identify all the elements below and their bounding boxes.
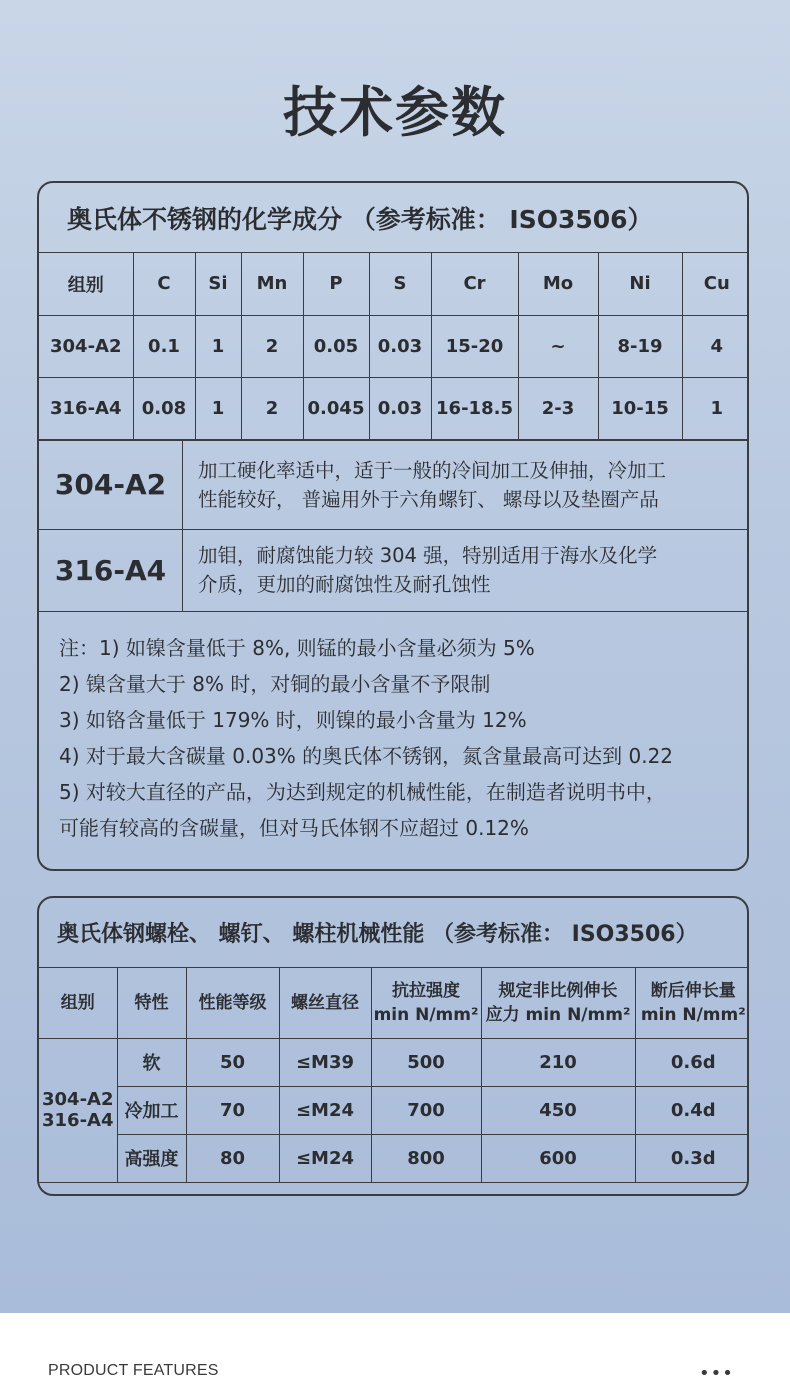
col-header	[635, 968, 749, 1038]
cell: 1	[195, 377, 241, 439]
more-dots-icon[interactable]: •••	[699, 1363, 734, 1383]
col-header: 组别	[39, 968, 117, 1038]
col-header: 特性	[117, 968, 186, 1038]
col-header: Cu	[682, 253, 749, 315]
cell: 冷加工	[117, 1086, 186, 1134]
grade-label: 304-A2	[39, 441, 183, 529]
grade-description	[183, 441, 747, 529]
page-title: 技术参数	[283, 81, 507, 144]
cell: 0.05	[303, 315, 369, 377]
col-header	[371, 968, 481, 1038]
col-header: C	[133, 253, 195, 315]
notes-section	[39, 611, 747, 846]
col-header: Si	[195, 253, 241, 315]
col-header: Cr	[431, 253, 518, 315]
header-line: min N/mm²	[640, 1004, 746, 1025]
col-header: 组别	[39, 253, 133, 315]
cell: ≤M24	[279, 1134, 371, 1182]
note-line: 3) 如铬含量低于 179% 时，则镍的最小含量为 12%	[59, 707, 527, 732]
mechanical-table	[39, 968, 749, 1183]
cell: 8-19	[598, 315, 682, 377]
cell: 450	[481, 1086, 635, 1134]
note-line: 2) 镍含量大于 8% 时，对铜的最小含量不予限制	[59, 671, 491, 696]
description-line: 加钼，耐腐蚀能力较 304 强，特别适用于海水及化学	[198, 544, 658, 567]
cell: 15-20	[431, 315, 518, 377]
header-line: 应力 min N/mm²	[485, 1004, 631, 1025]
description-line: 性能较好， 普遍用外于六角螺钉、 螺母以及垫圈产品	[198, 487, 659, 511]
cell: 210	[481, 1038, 635, 1086]
cell: 16-18.5	[431, 377, 518, 439]
cell: 0.03	[369, 315, 431, 377]
cell: 0.1	[133, 315, 195, 377]
cell: ≤M39	[279, 1038, 371, 1086]
cell: 70	[186, 1086, 279, 1134]
composition-table	[39, 253, 749, 440]
cell: 600	[481, 1134, 635, 1182]
group-cell	[39, 1038, 117, 1182]
cell: 0.045	[303, 377, 369, 439]
cell: 304-A2	[39, 315, 133, 377]
cell: 1	[682, 377, 749, 439]
cell: 2-3	[518, 377, 598, 439]
mechanical-heading: 奥氏体钢螺栓、 螺钉、 螺柱机械性能 （参考标准： ISO3506）	[39, 898, 747, 968]
composition-heading: 奥氏体不锈钢的化学成分 （参考标准： ISO3506）	[39, 183, 747, 253]
table-row	[39, 1038, 749, 1086]
header-line: 规定非比例伸长	[498, 980, 618, 1001]
col-header: Ni	[598, 253, 682, 315]
grade-description-row	[39, 529, 747, 611]
group-line: 304-A2	[42, 1089, 114, 1110]
cell: 80	[186, 1134, 279, 1182]
cell: ≤M24	[279, 1086, 371, 1134]
grade-label: 316-A4	[39, 530, 183, 611]
cell: 软	[117, 1038, 186, 1086]
cell: 高强度	[117, 1134, 186, 1182]
cell: 0.08	[133, 377, 195, 439]
cell: 316-A4	[39, 377, 133, 439]
cell: 2	[241, 377, 303, 439]
cell: 700	[371, 1086, 481, 1134]
footer-bar	[0, 1313, 790, 1383]
table-row	[39, 315, 749, 377]
col-header: P	[303, 253, 369, 315]
mechanical-panel	[37, 896, 749, 1196]
header-line: min N/mm²	[373, 1004, 479, 1025]
cell: 0.03	[369, 377, 431, 439]
note-line: 5) 对较大直径的产品，为达到规定的机械性能，在制造者说明书中，	[59, 779, 666, 804]
mechanical-header-row	[39, 968, 749, 1038]
cell: 0.4d	[635, 1086, 749, 1134]
description-line: 加工硬化率适中，适于一般的冷间加工及伸抽，冷加工	[198, 458, 667, 482]
col-header: Mo	[518, 253, 598, 315]
cell: 1	[195, 315, 241, 377]
cell: ~	[518, 315, 598, 377]
note-line: 可能有较高的含碳量，但对马氏体钢不应超过 0.12%	[59, 815, 529, 840]
col-header: Mn	[241, 253, 303, 315]
table-row	[39, 377, 749, 439]
header-line: 断后伸长量	[650, 980, 736, 1001]
composition-panel	[37, 181, 749, 871]
cell: 800	[371, 1134, 481, 1182]
cell: 50	[186, 1038, 279, 1086]
table-row	[39, 1134, 749, 1182]
group-line: 316-A4	[42, 1110, 114, 1131]
description-line: 介质，更加的耐腐蚀性及耐孔蚀性	[198, 573, 491, 596]
note-line: 4) 对于最大含碳量 0.03% 的奥氏体不锈钢，氮含量最高可达到 0.22	[59, 743, 674, 768]
cell: 0.6d	[635, 1038, 749, 1086]
cell: 10-15	[598, 377, 682, 439]
cell: 0.3d	[635, 1134, 749, 1182]
product-features-label: PRODUCT FEATURES	[48, 1362, 219, 1379]
cell: 2	[241, 315, 303, 377]
composition-header-row	[39, 253, 749, 315]
header-line: 抗拉强度	[392, 980, 460, 1001]
col-header: 螺丝直径	[279, 968, 371, 1038]
table-row	[39, 1086, 749, 1134]
grade-description-row	[39, 440, 747, 529]
cell: 4	[682, 315, 749, 377]
note-line: 注：1) 如镍含量低于 8%, 则锰的最小含量必须为 5%	[59, 635, 535, 660]
cell: 500	[371, 1038, 481, 1086]
col-header: S	[369, 253, 431, 315]
grade-description	[183, 530, 747, 611]
col-header	[481, 968, 635, 1038]
col-header: 性能等级	[186, 968, 279, 1038]
